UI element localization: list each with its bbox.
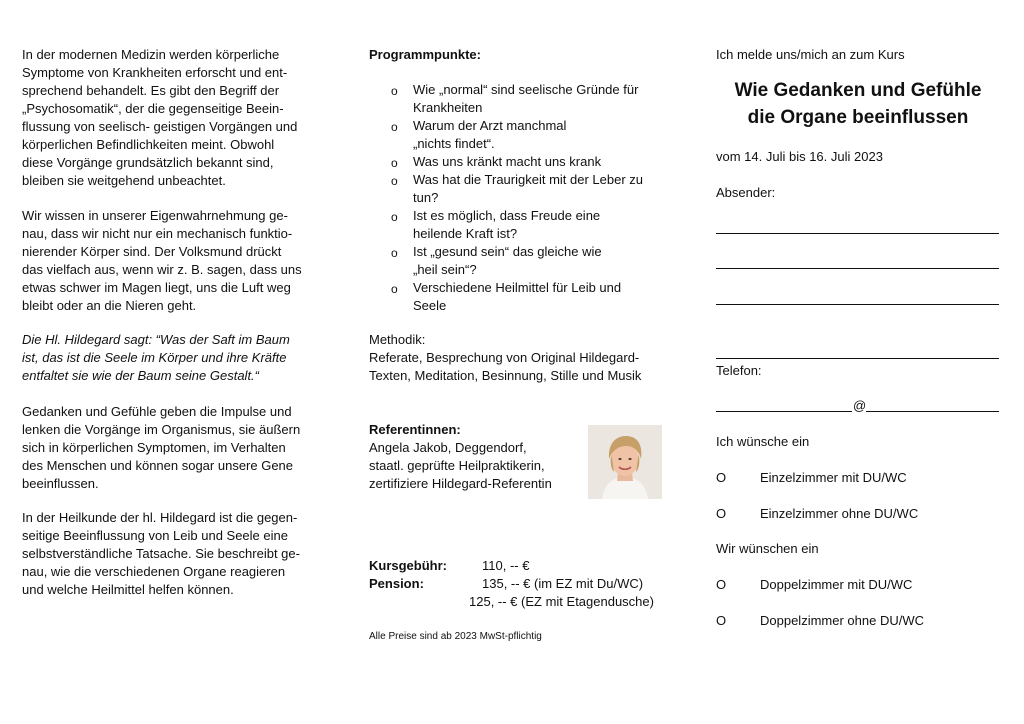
program-item: „heil sein“?	[413, 262, 477, 277]
bullet-icon: o	[391, 210, 398, 224]
checkbox-icon[interactable]: O	[716, 470, 727, 485]
text-line: Symptome von Krankheiten erforscht und ent-	[22, 65, 288, 80]
bullet-icon: o	[391, 174, 398, 188]
text-line: In der modernen Medizin werden körperliche	[22, 47, 280, 62]
text-line: das vielfach aus, wenn wir z. B. sagen, dass uns	[22, 262, 302, 277]
text-line: beeinflussen.	[22, 476, 99, 491]
sender-line[interactable]	[716, 358, 999, 359]
text-line: diese Vorgänge grundsätzlich bekannt sind,	[22, 155, 274, 170]
double-room-heading: Wir wünschen ein	[716, 541, 819, 556]
email-name-line[interactable]	[716, 411, 852, 412]
text-line: lenken die Vorgänge im Organismus, sie äußern	[22, 422, 301, 437]
sender-line[interactable]	[716, 304, 999, 305]
program-item: Seele	[413, 298, 447, 313]
pension-value: 135, -- € (im EZ mit Du/WC)	[482, 576, 644, 591]
text-line: selbstverständliche Tatsache. Sie beschreibt ge-	[22, 546, 300, 561]
speaker-photo	[588, 425, 662, 499]
at-symbol: @	[853, 398, 867, 413]
email-domain-line[interactable]	[866, 411, 999, 412]
text-line: nau, wie die verschiedenen Organe reagieren	[22, 564, 286, 579]
program-item: Warum der Arzt manchmal	[413, 118, 567, 133]
text-line: sich in körperlichen Symptomen, im Verhalten	[22, 440, 286, 455]
registration-intro: Ich melde uns/mich an zum Kurs	[716, 47, 905, 62]
sender-label: Absender:	[716, 185, 776, 200]
fee-label: Kursgebühr:	[369, 558, 447, 573]
method-line: Texten, Meditation, Besinnung, Stille und Musik	[369, 368, 642, 383]
program-heading: Programmpunkte:	[369, 47, 481, 62]
sender-line[interactable]	[716, 233, 999, 234]
bullet-icon: o	[391, 282, 398, 296]
course-title-line: Wie Gedanken und Gefühle	[734, 80, 982, 101]
sender-line[interactable]	[716, 268, 999, 269]
method-line: Referate, Besprechung von Original Hildegard-	[369, 350, 640, 365]
program-item: Ist „gesund sein“ das gleiche wie	[413, 244, 602, 259]
room-option-label: Einzelzimmer ohne DU/WC	[760, 506, 919, 521]
bullet-icon: o	[391, 156, 398, 170]
text-line: sprechend behandelt. Es gibt den Begriff der	[22, 83, 280, 98]
text-line: des Menschen und können sogar unsere Gene	[22, 458, 294, 473]
course-title-line: die Organe beeinflussen	[747, 107, 969, 128]
single-room-heading: Ich wünsche ein	[716, 434, 810, 449]
text-line: bleibt oder an die Nieren geht.	[22, 298, 197, 313]
room-option-label: Doppelzimmer ohne DU/WC	[760, 613, 924, 628]
method-heading: Methodik:	[369, 332, 426, 347]
course-date: vom 14. Juli bis 16. Juli 2023	[716, 149, 883, 164]
text-line: bleiben sie weitgehend unbeachtet.	[22, 173, 226, 188]
text-line: nierender Körper sind. Der Volksmund drückt	[22, 244, 282, 259]
checkbox-icon[interactable]: O	[716, 613, 727, 628]
bullet-icon: o	[391, 120, 398, 134]
text-line: nau, dass wir nicht nur ein mechanisch funktio-	[22, 226, 293, 241]
text-line: „Psychosomatik“, der die gegenseitige Beein-	[22, 101, 284, 116]
program-item: Krankheiten	[413, 100, 483, 115]
room-option-label: Einzelzimmer mit DU/WC	[760, 470, 907, 485]
text-line: flussung von seelisch- geistigen Vorgängen und	[22, 119, 298, 134]
bullet-icon: o	[391, 246, 398, 260]
program-item: Was hat die Traurigkeit mit der Leber zu	[413, 172, 644, 187]
room-option-label: Doppelzimmer mit DU/WC	[760, 577, 913, 592]
checkbox-icon[interactable]: O	[716, 577, 727, 592]
quote-line: ist, das ist die Seele im Körper und ihre Kräfte	[22, 350, 287, 365]
text-line: Gedanken und Gefühle geben die Impulse und	[22, 404, 292, 419]
program-item: Verschiedene Heilmittel für Leib und	[413, 280, 622, 295]
quote-line: entfaltet sie wie der Baum seine Gestalt.“	[22, 368, 260, 383]
speaker-portrait-icon	[588, 425, 662, 499]
bullet-icon: o	[391, 84, 398, 98]
text-line: etwas schwer im Magen liegt, uns die Luft weg	[22, 280, 291, 295]
speaker-heading: Referentinnen:	[369, 422, 461, 437]
checkbox-icon[interactable]: O	[716, 506, 727, 521]
quote-line: Die Hl. Hildegard sagt: “Was der Saft im Baum	[22, 332, 290, 347]
pension-label: Pension:	[369, 576, 424, 591]
text-line: und welche Heilmittel helfen können.	[22, 582, 234, 597]
fee-value: 110, -- €	[482, 558, 530, 573]
text-line: körperlichen Befindlichkeiten meint. Obwohl	[22, 137, 275, 152]
program-item: „nichts findet“.	[413, 136, 495, 151]
speaker-line: zertifiziere Hildegard-Referentin	[369, 476, 552, 491]
text-line: seitige Beeinflussung von Leib und Seele eine	[22, 528, 288, 543]
program-item: Wie „normal“ sind seelische Gründe für	[413, 82, 639, 97]
phone-label: Telefon:	[716, 363, 762, 378]
text-line: In der Heilkunde der hl. Hildegard ist die gegen-	[22, 510, 298, 525]
program-item: Ist es möglich, dass Freude eine	[413, 208, 601, 223]
program-item: tun?	[413, 190, 439, 205]
text-line: Wir wissen in unserer Eigenwahrnehmung ge-	[22, 208, 288, 223]
program-item: heilende Kraft ist?	[413, 226, 518, 241]
program-item: Was uns kränkt macht uns krank	[413, 154, 602, 169]
price-footnote: Alle Preise sind ab 2023 MwSt-pflichtig	[369, 631, 542, 642]
speaker-line: staatl. geprüfte Heilpraktikerin,	[369, 458, 545, 473]
speaker-line: Angela Jakob, Deggendorf,	[369, 440, 527, 455]
pension-value: 125, -- € (EZ mit Etagendusche)	[469, 594, 654, 609]
